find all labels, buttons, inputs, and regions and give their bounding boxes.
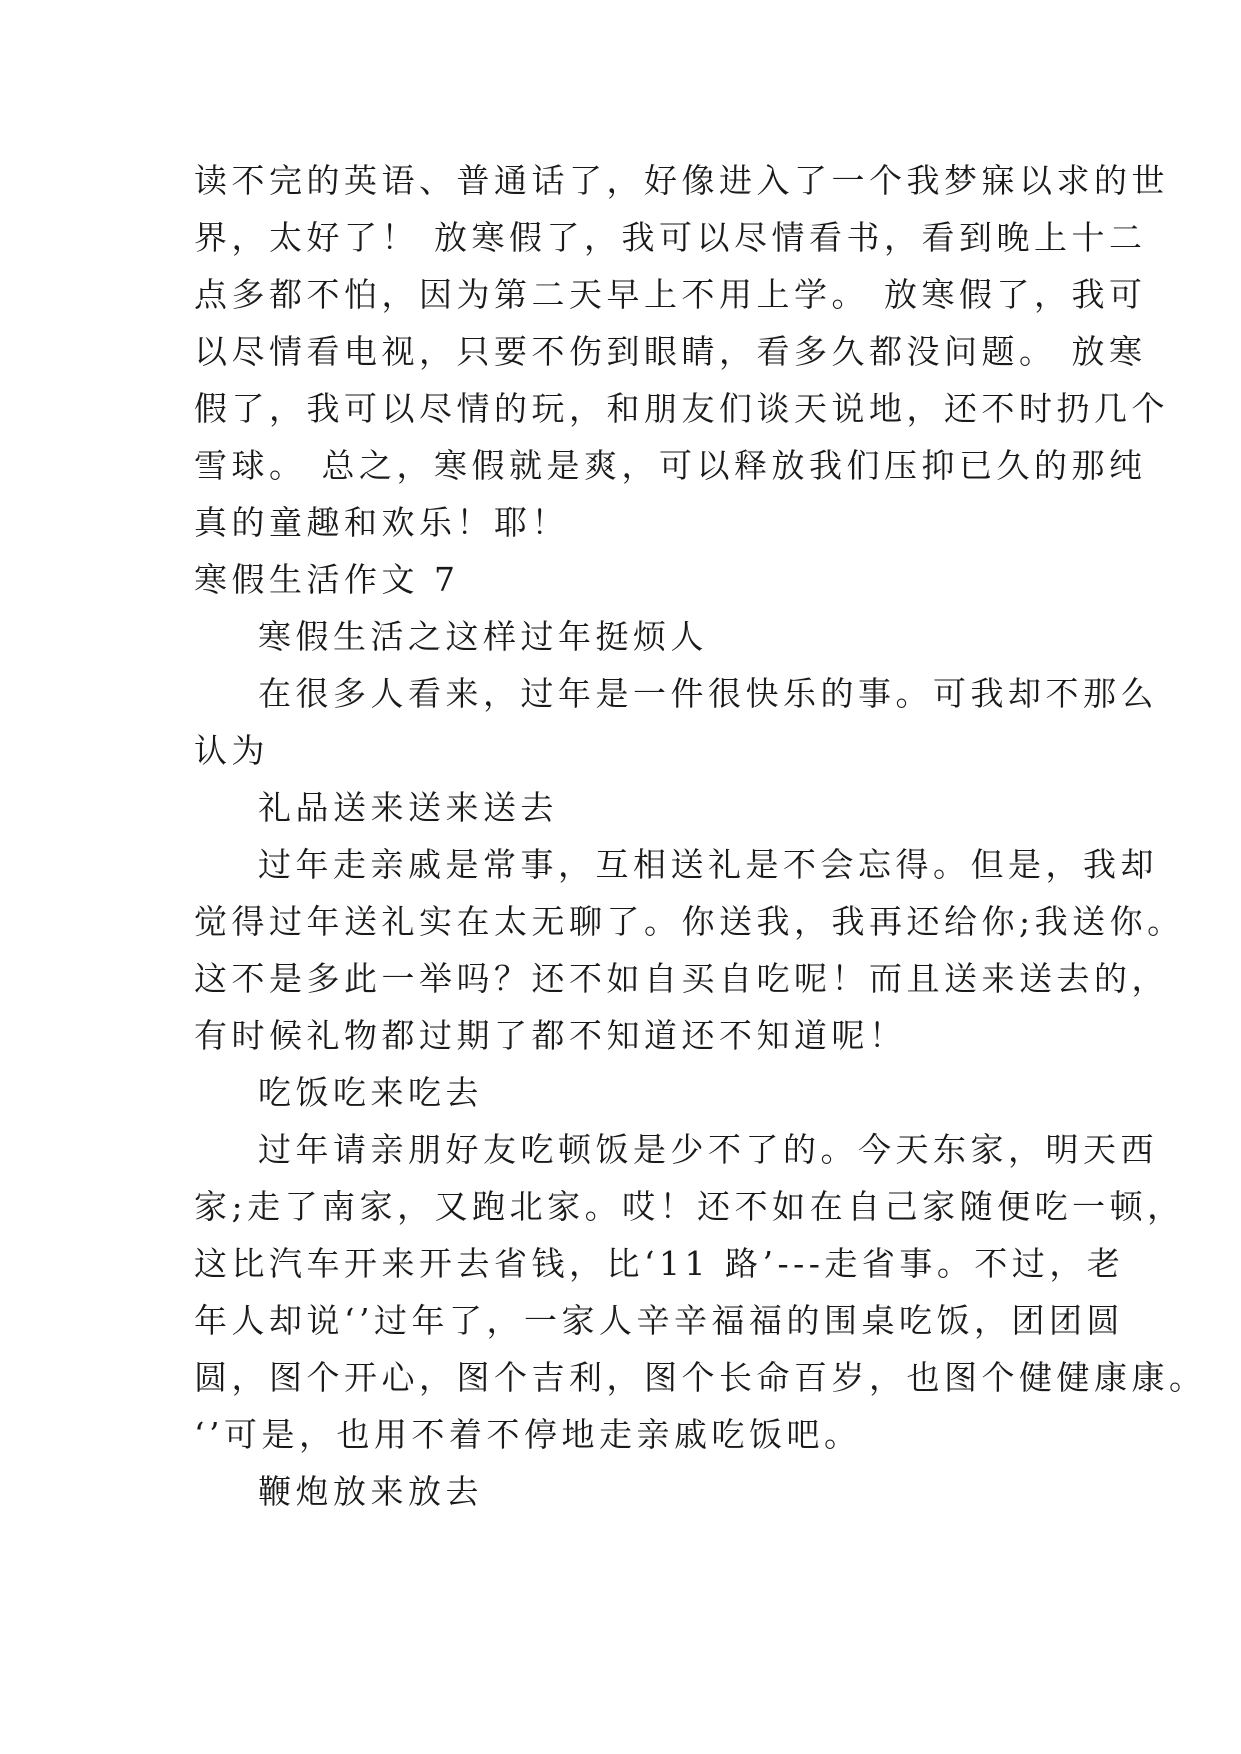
section-heading: 寒假生活作文 7	[194, 560, 460, 599]
document-body	[194, 152, 1207, 1520]
text-line: 真的童趣和欢乐！耶！	[194, 503, 569, 542]
text-line: ‘’可是，也用不着不停地走亲戚吃饭吧。	[194, 1415, 862, 1454]
subheading: 吃饭吃来吃去	[258, 1073, 483, 1112]
text-line: 觉得过年送礼实在太无聊了。你送我，我再还给你;我送你。	[194, 902, 1185, 941]
text-line: 这不是多此一举吗？还不如自买自吃呢！而且送来送去的，	[194, 959, 1169, 998]
article-title: 寒假生活之这样过年挺烦人	[258, 617, 708, 656]
text-line: 点多都不怕，因为第二天早上不用上学。 放寒假了，我可	[194, 275, 1147, 314]
text-line: 读不完的英语、普通话了，好像进入了一个我梦寐以求的世	[194, 161, 1169, 200]
text-line: 在很多人看来，过年是一件很快乐的事。可我却不那么	[258, 674, 1158, 713]
text-line: 雪球。 总之，寒假就是爽，可以释放我们压抑已久的那纯	[194, 446, 1147, 485]
subheading: 鞭炮放来放去	[258, 1472, 483, 1511]
text-line: 认为	[194, 731, 269, 770]
text-line: 以尽情看电视，只要不伤到眼睛，看多久都没问题。 放寒	[194, 332, 1147, 371]
text-line: 家;走了南家，又跑北家。哎！还不如在自己家随便吃一顿，	[194, 1187, 1185, 1226]
text-line: 有时候礼物都过期了都不知道还不知道呢！	[194, 1016, 907, 1055]
text-line: 界，太好了！ 放寒假了，我可以尽情看书，看到晚上十二	[194, 218, 1147, 257]
text-line: 过年请亲朋好友吃顿饭是少不了的。今天东家，明天西	[258, 1130, 1158, 1169]
text-line: 这比汽车开来开去省钱，比‘11 路’---走省事。不过，老	[194, 1244, 1125, 1283]
text-line: 圆，图个开心，图个吉利，图个长命百岁，也图个健健康康。	[194, 1358, 1207, 1397]
subheading: 礼品送来送来送去	[258, 788, 558, 827]
text-line: 假了，我可以尽情的玩，和朋友们谈天说地，还不时扔几个	[194, 389, 1169, 428]
text-line: 年人却说‘’过年了，一家人辛辛福福的围桌吃饭，团团圆	[194, 1301, 1124, 1340]
text-line: 过年走亲戚是常事，互相送礼是不会忘得。但是，我却	[258, 845, 1158, 884]
